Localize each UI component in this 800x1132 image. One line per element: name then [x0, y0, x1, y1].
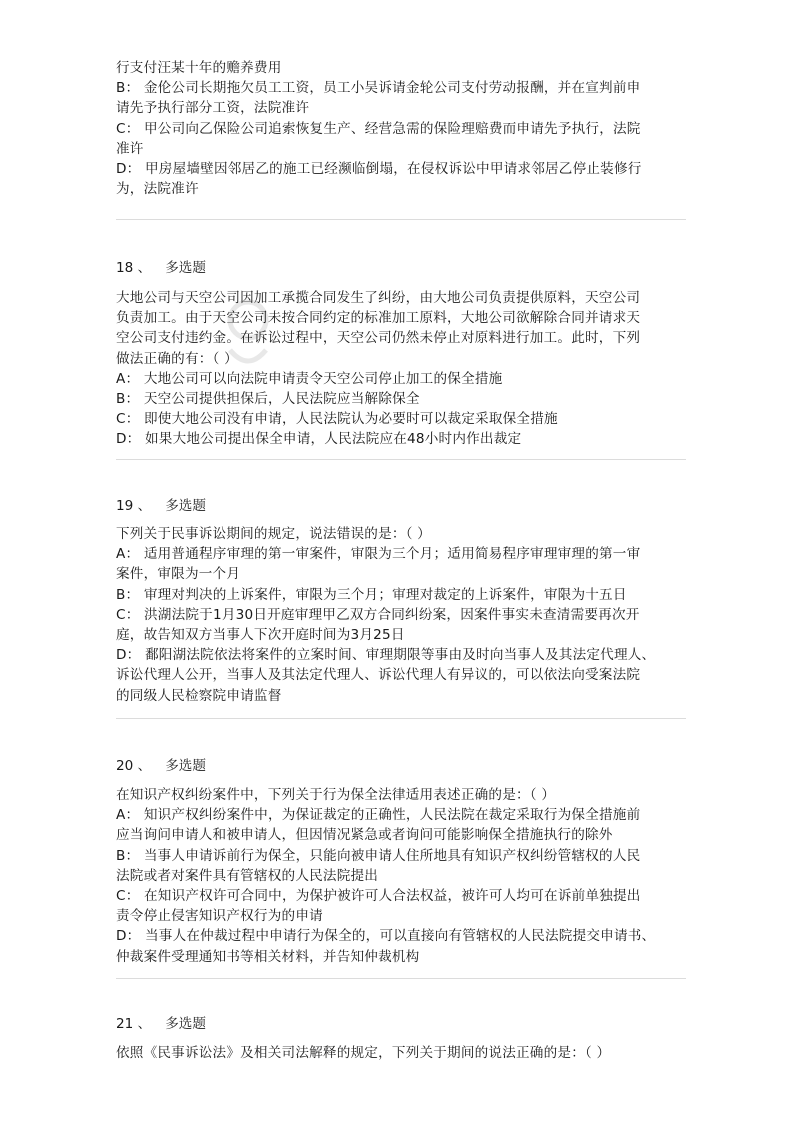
text-line: 庭，故告知双方当事人下次开庭时间为3月25日: [116, 627, 405, 644]
text-line: 为，法院准许: [116, 181, 199, 198]
question-number: 20 、: [116, 758, 152, 774]
text-line: 应当询问申请人和被申请人，但因情况紧急或者询问可能影响保全措施执行的除外: [116, 827, 613, 844]
text-line: 行支付汪某十年的赡养费用: [116, 60, 282, 76]
option-c: C： 洪湖法院于1月30日开庭审理甲乙双方合同纠纷案，因案件事实未查清需要再次开: [116, 606, 640, 623]
text-line: 请先予执行部分工资，法院准许: [116, 100, 310, 117]
question-type: 多选题: [165, 260, 206, 276]
question-text: 空公司支付违约金。在诉讼过程中，天空公司仍然未停止对原料进行加工。此时，下列: [116, 330, 641, 347]
option-b: B： 金伦公司长期拖欠员工工资，员工小吴诉请金轮公司支付劳动报酬，并在宣判前申: [116, 80, 641, 97]
question-text: 下列关于民事诉讼期间的规定，说法错误的是：（ ）: [116, 526, 431, 542]
question-number: 19 、: [116, 498, 152, 514]
question-18: [116, 258, 686, 450]
question-header: [116, 1014, 686, 1034]
option-a: A： 知识产权纠纷案件中，为保证裁定的正确性，人民法院在裁定采取行为保全措施前: [116, 807, 641, 824]
option-d: D： 甲房屋墙壁因邻居乙的施工已经濒临倒塌，在侵权诉讼中甲请求邻居乙停止装修行: [116, 161, 642, 178]
question-text: 大地公司与天空公司因加工承揽合同发生了纠纷，由大地公司负责提供原料，天空公司: [116, 290, 641, 306]
option-c: C： 即使大地公司没有申请，人民法院认为必要时可以裁定采取保全措施: [116, 411, 558, 428]
question-21: [116, 1014, 686, 1063]
option-a: A： 大地公司可以向法院申请责令天空公司停止加工的保全措施: [116, 370, 503, 387]
question-header: [116, 756, 686, 776]
question-text: 在知识产权纠纷案件中，下列关于行为保全法律适用表述正确的是：（ ）: [116, 787, 556, 803]
question-number: 18 、: [116, 260, 152, 276]
option-a: A： 适用普通程序审理的第一审案件，审限为三个月；适用简易程序审理审理的第一审: [116, 546, 641, 563]
option-b: B： 审理对判决的上诉案件，审限为三个月；审理对裁定的上诉案件，审限为十五日: [116, 586, 627, 603]
option-b: B： 当事人申请诉前行为保全，只能向被申请人住所地具有知识产权纠纷管辖权的人民: [116, 847, 641, 864]
question-text: 负责加工。由于天空公司未按合同约定的标准加工原料，大地公司欲解除合同并请求天: [116, 310, 641, 327]
text-line: 的同级人民检察院申请监督: [116, 687, 282, 704]
question-type: 多选题: [165, 1016, 206, 1032]
divider: [116, 718, 686, 719]
text-line: 仲裁案件受理通知书等相关材料，并告知仲裁机构: [116, 948, 420, 965]
question-17-tail: [116, 58, 686, 199]
question-19: [116, 496, 686, 706]
text-line: 责令停止侵害知识产权行为的申请: [116, 908, 323, 925]
text-line: 诉讼代理人公开，当事人及其法定代理人、诉讼代理人有异议的，可以依法向受案法院: [116, 667, 641, 684]
option-d: D： 如果大地公司提出保全申请，人民法院应在48小时内作出裁定: [116, 431, 522, 448]
question-20: [116, 756, 686, 967]
text-line: 案件，审限为一个月: [116, 566, 241, 583]
option-d: D： 鄱阳湖法院依法将案件的立案时间、审理期限等事由及时向当事人及其法定代理人、: [116, 647, 656, 664]
question-type: 多选题: [165, 498, 206, 514]
question-number: 21 、: [116, 1016, 152, 1032]
option-c: C： 甲公司向乙保险公司追索恢复生产、经营急需的保险理赔费而申请先予执行，法院: [116, 120, 641, 137]
question-text: 做法正确的有：（ ）: [116, 350, 238, 367]
question-type: 多选题: [165, 758, 206, 774]
question-text: 依照《民事诉讼法》及相关司法解释的规定，下列关于期间的说法正确的是：（ ）: [116, 1045, 611, 1061]
text-line: 法院或者对案件具有管辖权的人民法院提出: [116, 867, 379, 884]
text-line: 准许: [116, 140, 144, 157]
divider: [116, 219, 686, 220]
divider: [116, 459, 686, 460]
option-c: C： 在知识产权许可合同中，为保护被许可人合法权益，被许可人均可在诉前单独提出: [116, 888, 641, 905]
question-header: [116, 258, 686, 278]
divider: [116, 978, 686, 979]
question-header: [116, 496, 686, 516]
option-d: D： 当事人在仲裁过程中申请行为保全的，可以直接向有管辖权的人民法院提交申请书、: [116, 928, 656, 945]
option-b: B： 天空公司提供担保后，人民法院应当解除保全: [116, 391, 420, 408]
